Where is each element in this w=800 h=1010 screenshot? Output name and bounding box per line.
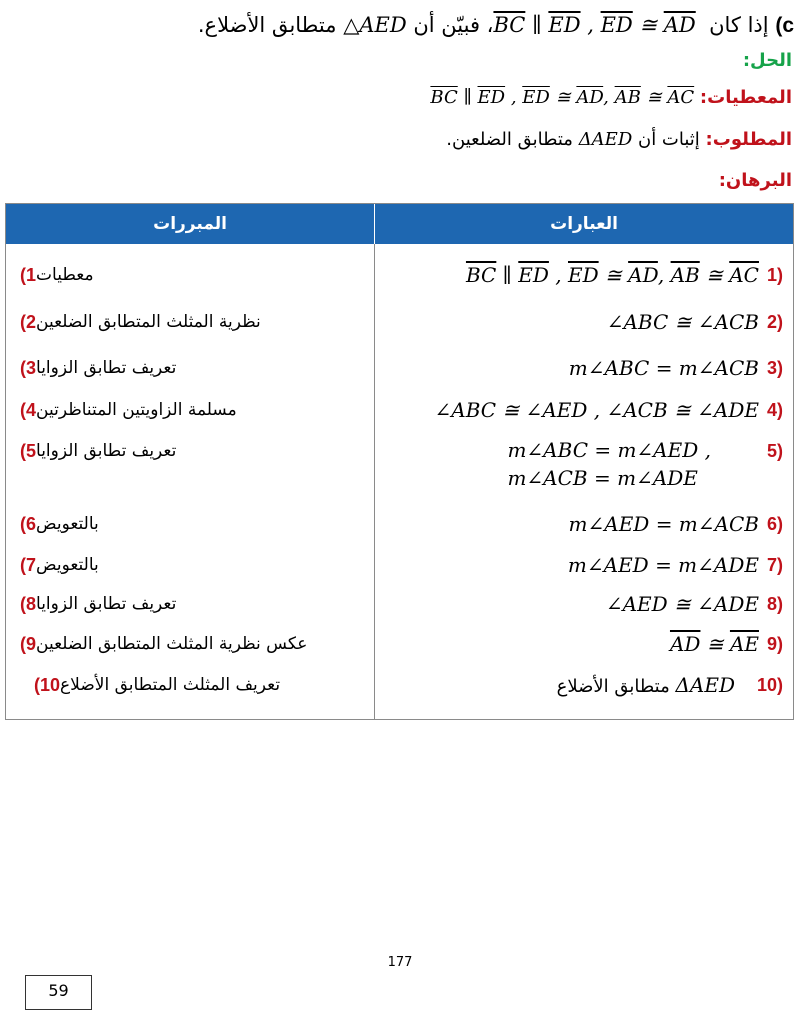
reason-cell — [12, 670, 368, 700]
reason-cell — [12, 629, 368, 659]
table-row — [6, 260, 793, 300]
problem-text-after: متطابق الأضلاع. — [197, 13, 337, 37]
statement-cell — [383, 307, 783, 337]
statement-text: ∠AED ≅ ∠ADE — [605, 592, 759, 616]
reason-number: 8) — [20, 594, 37, 614]
reason-number: 1) — [20, 265, 37, 285]
reason-cell — [12, 589, 368, 619]
statement-cell — [383, 436, 783, 492]
reason-number: 10) — [34, 675, 61, 695]
statement-words: متطابق الأضلاع — [556, 676, 676, 697]
required-label: المطلوب: — [705, 129, 792, 150]
statement-cell — [383, 509, 783, 539]
reason-cell — [12, 509, 368, 539]
reason-text: بالتعويض — [36, 514, 99, 534]
statement-cell — [383, 589, 783, 619]
statement-cell — [383, 353, 783, 383]
table-row — [6, 395, 793, 435]
statement-text: $\overline{BC}$ ∥ $\overline{ED}$ , $\overline{ED}$ ≅ $\overline{AD}$, $\overline{AB}$ ≅ $\overline{AC}$ — [465, 263, 759, 287]
reason-cell — [12, 353, 368, 383]
statement-number: 4) — [766, 400, 783, 420]
statement-text: ∠ABC ≅ ∠AED , ∠ACB ≅ ∠ADE — [434, 398, 759, 422]
solution-label: الحل: — [742, 50, 792, 71]
reason-text: تعريف تطابق الزوايا — [36, 594, 177, 614]
reason-text: عكس نظرية المثلث المتطابق الضلعين — [36, 634, 308, 654]
statement-cell — [383, 260, 783, 290]
statement-cell — [383, 670, 783, 702]
table-row — [6, 509, 793, 549]
statement-text: m∠AED = m∠ADE — [567, 553, 759, 577]
problem-text-middle: ، فبيّن أن — [406, 13, 494, 37]
given-math: $\overline{BC}$ ∥ $\overline{ED}$ , $\overline{ED}$ ≅ $\overline{AD}$, $\overline{AB}$ ≅ $\overline{AC}$ — [430, 87, 695, 108]
proof-label: البرهان: — [718, 170, 792, 191]
required-line — [446, 126, 792, 154]
statement-cell — [383, 395, 783, 425]
reason-number: 6) — [20, 514, 37, 534]
reason-cell — [12, 436, 368, 466]
statement-math: ΔAED — [675, 673, 735, 697]
required-math: ΔAED — [578, 129, 633, 150]
reason-cell — [12, 260, 368, 290]
required-text-before: إثبات أن — [632, 129, 700, 150]
statement-number: 2) — [766, 312, 783, 332]
given-label: المعطيات: — [699, 87, 792, 108]
statement-number: 9) — [766, 634, 783, 654]
statement-number: 7) — [766, 555, 783, 575]
statement-number: 5) — [766, 441, 783, 461]
reason-number: 7) — [20, 555, 37, 575]
reason-text: تعريف المثلث المتطابق الأضلاع — [60, 675, 281, 695]
table-row — [6, 670, 793, 710]
table-row — [6, 589, 793, 629]
header-statements: العبارات — [374, 204, 793, 244]
statement-number: 1) — [766, 265, 783, 285]
statement-number: 8) — [766, 594, 783, 614]
statement-line-1: m∠ABC = m∠AED , — [507, 438, 711, 462]
reason-text: تعريف تطابق الزوايا — [36, 358, 177, 378]
page-box-number: 59 — [25, 975, 92, 1010]
problem-math-1: $\overline{BC}$ ∥ $\overline{ED}$ , $\overline{ED}$ ≅ $\overline{AD}$ — [493, 13, 696, 37]
problem-math-2: △AED — [343, 13, 407, 37]
statement-line-2: m∠ACB = m∠ADE — [507, 466, 698, 490]
reason-number: 4) — [20, 400, 37, 420]
reason-cell — [12, 307, 368, 337]
statement-text: m∠ABC = m∠ACB — [568, 356, 759, 380]
given-line — [430, 84, 792, 112]
table-row — [6, 436, 793, 496]
reason-cell — [12, 395, 368, 425]
statement-text — [507, 436, 711, 492]
reason-text: معطيات — [36, 265, 94, 285]
reason-number: 5) — [20, 441, 37, 461]
problem-statement — [6, 8, 794, 43]
statement-text — [557, 670, 735, 702]
problem-text-before: إذا كان — [702, 13, 769, 37]
reason-text: بالتعويض — [36, 555, 99, 575]
reason-text: نظرية المثلث المتطابق الضلعين — [36, 312, 261, 332]
statement-cell — [383, 629, 783, 659]
header-reasons: المبررات — [153, 214, 227, 234]
reason-number: 2) — [20, 312, 37, 332]
proof-table — [5, 203, 794, 720]
page-number: 177 — [387, 955, 413, 970]
reason-number: 9) — [20, 634, 37, 654]
reason-cell — [12, 550, 368, 580]
reason-number: 3) — [20, 358, 37, 378]
table-row — [6, 550, 793, 590]
table-row — [6, 307, 793, 347]
table-row — [6, 353, 793, 393]
reason-text: مسلمة الزاويتين المتناظرتين — [36, 400, 237, 420]
statement-cell — [383, 550, 783, 580]
statement-number: 10) — [756, 675, 783, 695]
reason-text: تعريف تطابق الزوايا — [36, 441, 177, 461]
required-text-after: متطابق الضلعين. — [446, 129, 573, 150]
table-row — [6, 629, 793, 669]
statement-number: 6) — [766, 514, 783, 534]
problem-letter: c) — [775, 14, 794, 37]
table-header — [6, 204, 793, 244]
statement-number: 3) — [766, 358, 783, 378]
statement-text: $\overline{AD}$ ≅ $\overline{AE}$ — [669, 632, 759, 656]
statement-text: ∠ABC ≅ ∠ACB — [606, 310, 759, 334]
statement-text: m∠AED = m∠ACB — [568, 512, 759, 536]
